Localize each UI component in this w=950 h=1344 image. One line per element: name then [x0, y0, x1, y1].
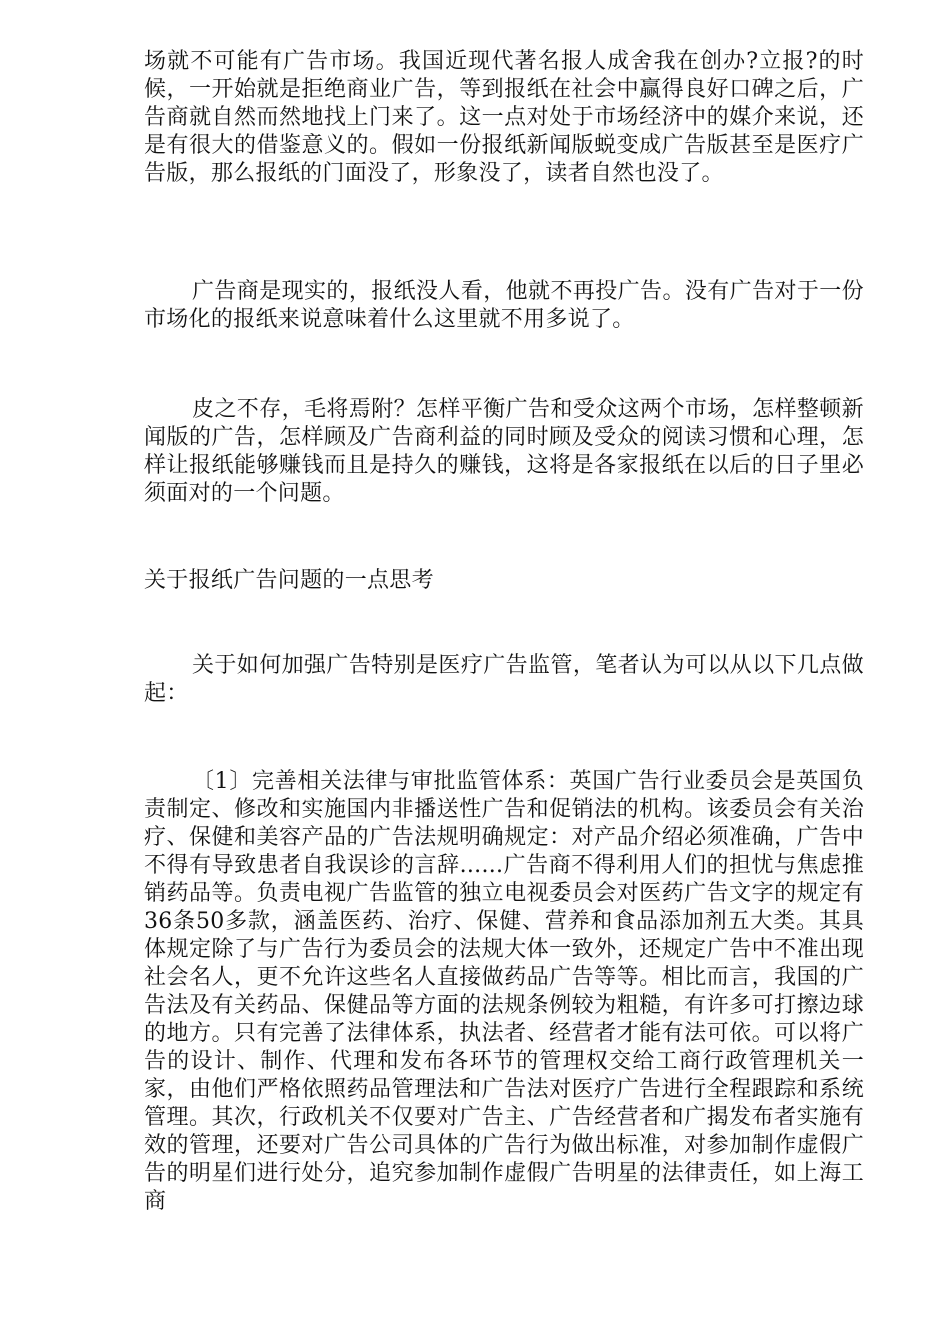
body-paragraph-balance: 皮之不存，毛将焉附？怎样平衡广告和受众这两个市场，怎样整顿新闻版的广告，怎样顾及广告商利益的同时顾及受众的阅读习惯和心理，怎样让报纸能够赚钱而且是持久的赚钱，这将是各家报纸在以后的日子里必须面对的一个问题。 [144, 397, 864, 506]
section-heading: 关于报纸广告问题的一点思考 [144, 568, 434, 593]
body-paragraph-advertisers: 广告商是现实的，报纸没人看，他就不再投广告。没有广告对于一份市场化的报纸来说意味着什么这里就不用多说了。 [144, 279, 864, 332]
body-paragraph-continued: 场就不可能有广告市场。我国近现代著名报人成舍我在创办?立报?的时候，一开始就是拒绝商业广告，等到报纸在社会中赢得良好口碑之后，广告商就自然而然地找上门来了。这一点对处于市场经济中的媒介来说，还是有很大的借鉴意义的。假如一份报纸新闻版蜕变成广告版甚至是医疗广告版，那么报纸的门面没了，形象没了，读者自然也没了。 [144, 49, 864, 186]
body-paragraph-intro: 关于如何加强广告特别是医疗广告监管，笔者认为可以从以下几点做起： [144, 653, 864, 706]
body-paragraph-point-1: 〔1〕完善相关法律与审批监管体系：英国广告行业委员会是英国负责制定、修改和实施国内非播送性广告和促销法的机构。该委员会有关治疗、保健和美容产品的广告法规明确规定：对产品介绍必须准确，广告中不得有导致患者自我误诊的言辞......广告商不得利用人们的担忧与焦虑推销药品等。负责电视广告监管的独立电视委员会对医药广告文字的规定有36条50多款，涵盖医药、治疗、保健、营养和食品添加剂五大类。其具体规定除了与广告行为委员会的法规大体一致外，还规定广告中不准出现社会名人，更不允许这些名人直接做药品广告等等。相比而言，我国的广告法及有关药品、保健品等方面的法规条例较为粗糙，有许多可打擦边球的地方。只有完善了法律体系，执法者、经营者才能有法可依。可以将广告的设计、制作、代理和发布各环节的管理权交给工商行政管理机关一家，由他们严格依照药品管理法和广告法对医疗广告进行全程跟踪和系统管理。其次，行政机关不仅要对广告主、广告经营者和广揭发布者实施有效的管理，还要对广告公司具体的广告行为做出标准，对参加制作虚假广告的明星们进行处分，追究参加制作虚假广告明星的法律责任，如上海工商 [144, 769, 864, 1214]
